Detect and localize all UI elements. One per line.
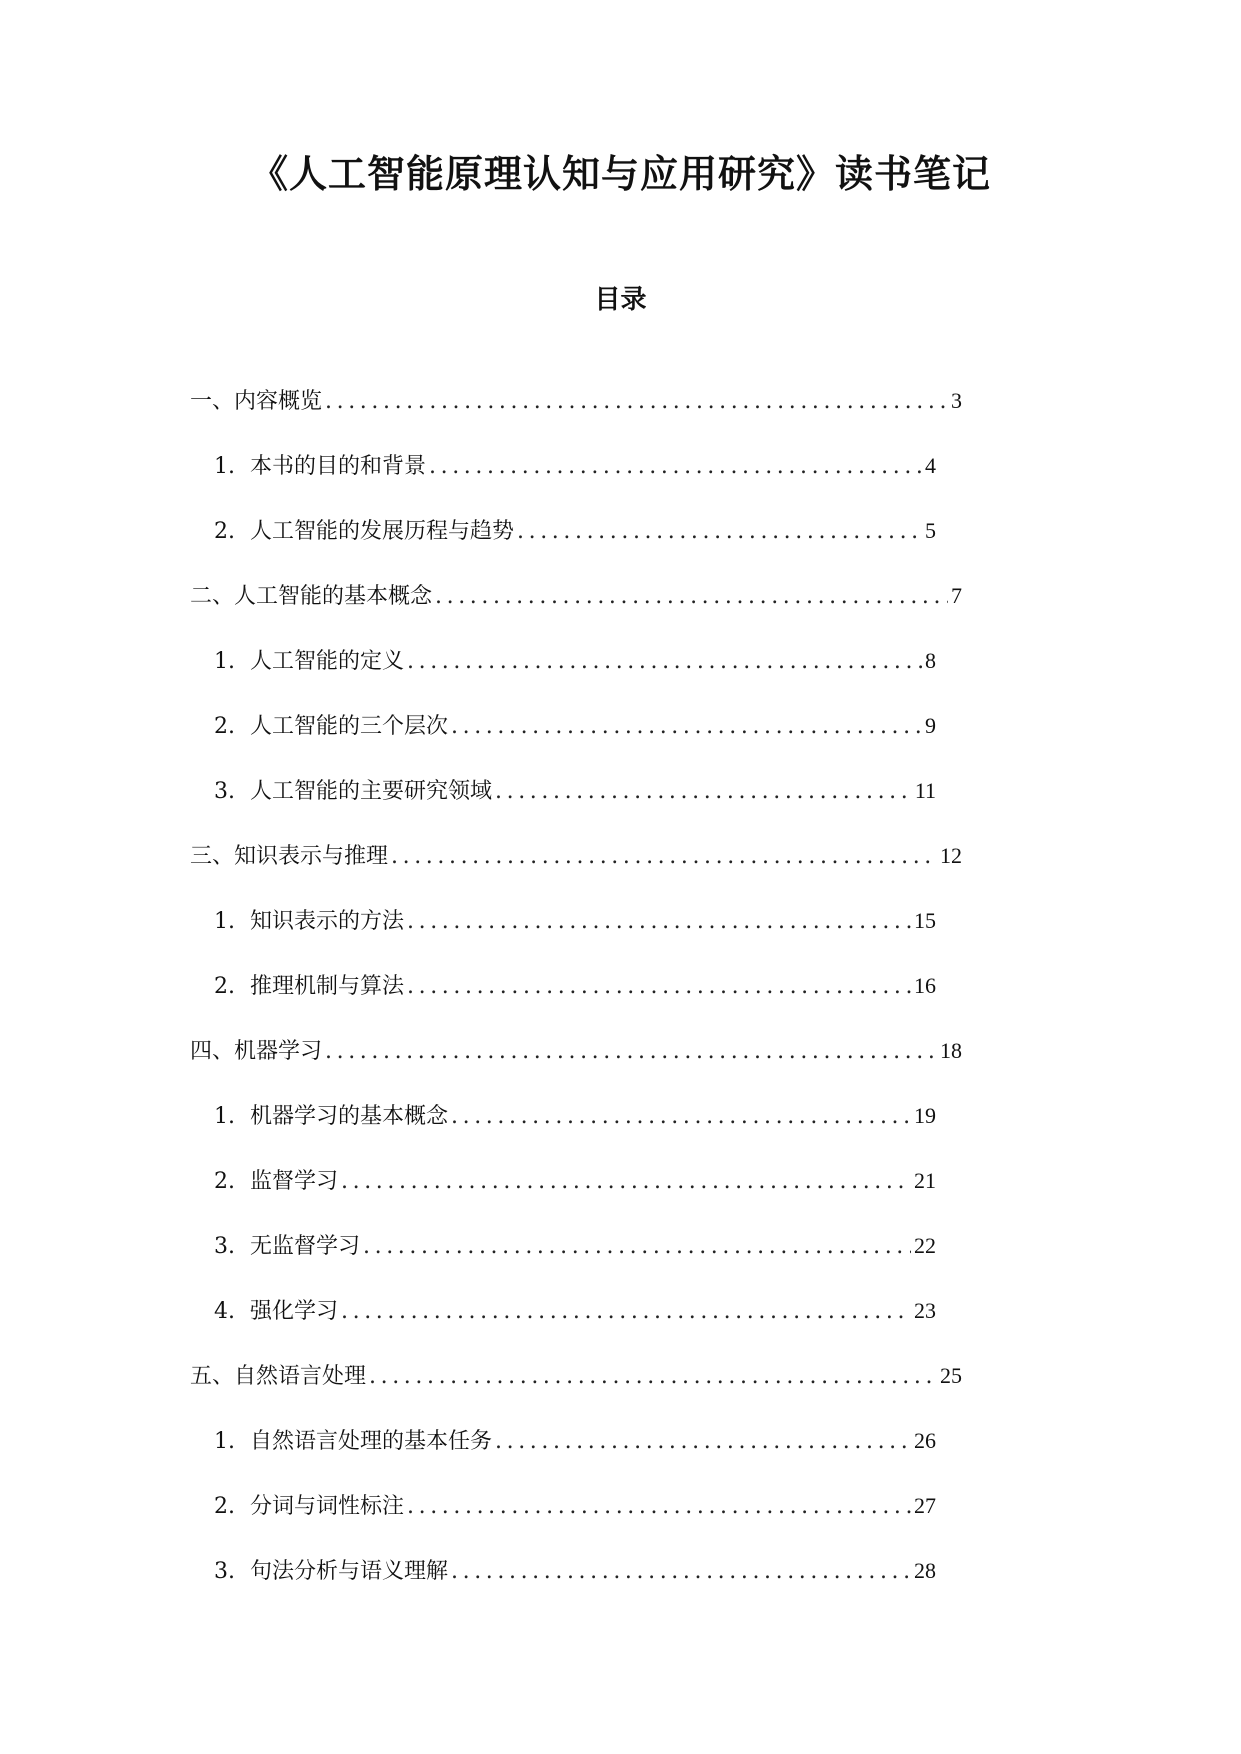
- toc-entry-title: 人工智能的定义: [250, 649, 405, 674]
- toc-section-number: 1.: [214, 909, 235, 934]
- toc-dot-leader: [325, 1037, 937, 1067]
- toc-entry-title: 人工智能的主要研究领域: [250, 779, 493, 804]
- toc-page-number: 18: [940, 1038, 962, 1063]
- toc-entry-section[interactable]: [214, 1296, 936, 1326]
- toc-entry-section[interactable]: [214, 971, 936, 1001]
- toc-page-number: 8: [925, 648, 936, 673]
- toc-entry-section[interactable]: [214, 1166, 936, 1196]
- toc-dot-leader: [369, 1362, 937, 1392]
- toc-entry-title: 机器学习的基本概念: [250, 1104, 449, 1129]
- toc-entry-chapter[interactable]: [190, 841, 962, 871]
- toc-entry-section[interactable]: [214, 776, 936, 806]
- toc-page-number: 3: [951, 388, 962, 413]
- toc-page-number: 26: [914, 1428, 936, 1453]
- toc-section-number: 2.: [214, 1169, 235, 1194]
- toc-entry-chapter[interactable]: [190, 386, 962, 416]
- toc-section-number: 1.: [214, 1429, 235, 1454]
- toc-entry-title: 句法分析与语义理解: [250, 1559, 449, 1584]
- toc-entry-section[interactable]: [214, 1231, 936, 1261]
- toc-section-number: 3.: [214, 779, 235, 804]
- toc-section-number: 1.: [214, 1104, 235, 1129]
- toc-page-number: 5: [925, 518, 936, 543]
- toc-page-number: 28: [914, 1558, 936, 1583]
- toc-entry-title: 一、内容概览: [190, 389, 323, 414]
- toc-dot-leader: [391, 842, 937, 872]
- toc-section-number: 2.: [214, 1494, 235, 1519]
- toc-entry-section[interactable]: [214, 516, 936, 546]
- toc-entry-title: 强化学习: [250, 1299, 339, 1324]
- toc-dot-leader: [451, 1557, 911, 1587]
- toc-entry-section[interactable]: [214, 646, 936, 676]
- toc-section-number: 2.: [214, 974, 235, 999]
- toc-page-number: 21: [914, 1168, 936, 1193]
- toc-page-number: 15: [914, 908, 936, 933]
- toc-page-number: 22: [914, 1233, 936, 1258]
- toc-page-number: 4: [925, 453, 936, 478]
- toc-dot-leader: [435, 582, 948, 612]
- toc-dot-leader: [341, 1297, 911, 1327]
- toc-page-number: 25: [940, 1363, 962, 1388]
- toc-page-number: 12: [940, 843, 962, 868]
- toc-page-number: 16: [914, 973, 936, 998]
- toc-page-number: 7: [951, 583, 962, 608]
- toc-entry-title: 自然语言处理的基本任务: [250, 1429, 493, 1454]
- toc-entry-title: 五、自然语言处理: [190, 1364, 367, 1389]
- toc-page-number: 23: [914, 1298, 936, 1323]
- toc-entry-section[interactable]: [214, 711, 936, 741]
- toc-page-number: 27: [914, 1493, 936, 1518]
- toc-entry-title: 知识表示的方法: [250, 909, 405, 934]
- toc-section-number: 1.: [214, 649, 235, 674]
- toc-dot-leader: [451, 1102, 911, 1132]
- toc-dot-leader: [495, 777, 912, 807]
- document-title: 《人工智能原理认知与应用研究》读书笔记: [249, 151, 991, 196]
- toc-section-number: 4.: [214, 1299, 235, 1324]
- toc-page-number: 9: [925, 713, 936, 738]
- toc-entry-chapter[interactable]: [190, 1361, 962, 1391]
- toc-entry-chapter[interactable]: [190, 1036, 962, 1066]
- toc-dot-leader: [429, 452, 922, 482]
- toc-entry-title: 人工智能的发展历程与趋势: [250, 519, 515, 544]
- toc-section-number: 2.: [214, 519, 235, 544]
- toc-entry-section[interactable]: [214, 1556, 936, 1586]
- toc-dot-leader: [407, 972, 911, 1002]
- toc-entry-section[interactable]: [214, 906, 936, 936]
- toc-dot-leader: [363, 1232, 911, 1262]
- toc-section-number: 1.: [214, 454, 235, 479]
- toc-entry-title: 三、知识表示与推理: [190, 844, 389, 869]
- toc-dot-leader: [517, 517, 922, 547]
- toc-entry-section[interactable]: [214, 451, 936, 481]
- toc-section-number: 3.: [214, 1234, 235, 1259]
- toc-entry-title: 推理机制与算法: [250, 974, 405, 999]
- toc-heading: 目录: [594, 285, 647, 315]
- toc-entry-title: 二、人工智能的基本概念: [190, 584, 433, 609]
- toc-entry-title: 无监督学习: [250, 1234, 361, 1259]
- toc-entry-title: 人工智能的三个层次: [250, 714, 449, 739]
- toc-entry-title: 本书的目的和背景: [250, 454, 427, 479]
- toc-section-number: 2.: [214, 714, 235, 739]
- toc-dot-leader: [407, 647, 922, 677]
- toc-dot-leader: [451, 712, 922, 742]
- toc-dot-leader: [341, 1167, 911, 1197]
- toc-dot-leader: [407, 1492, 911, 1522]
- toc-entry-section[interactable]: [214, 1491, 936, 1521]
- toc-dot-leader: [495, 1427, 911, 1457]
- toc-entry-title: 四、机器学习: [190, 1039, 323, 1064]
- toc-entry-chapter[interactable]: [190, 581, 962, 611]
- toc-dot-leader: [407, 907, 911, 937]
- toc-page-number: 19: [914, 1103, 936, 1128]
- toc-section-number: 3.: [214, 1559, 235, 1584]
- toc-entry-section[interactable]: [214, 1101, 936, 1131]
- toc-entry-section[interactable]: [214, 1426, 936, 1456]
- toc-entry-title: 监督学习: [250, 1169, 339, 1194]
- toc-dot-leader: [325, 387, 948, 417]
- toc-page-number: 11: [914, 778, 936, 803]
- toc-entry-title: 分词与词性标注: [250, 1494, 405, 1519]
